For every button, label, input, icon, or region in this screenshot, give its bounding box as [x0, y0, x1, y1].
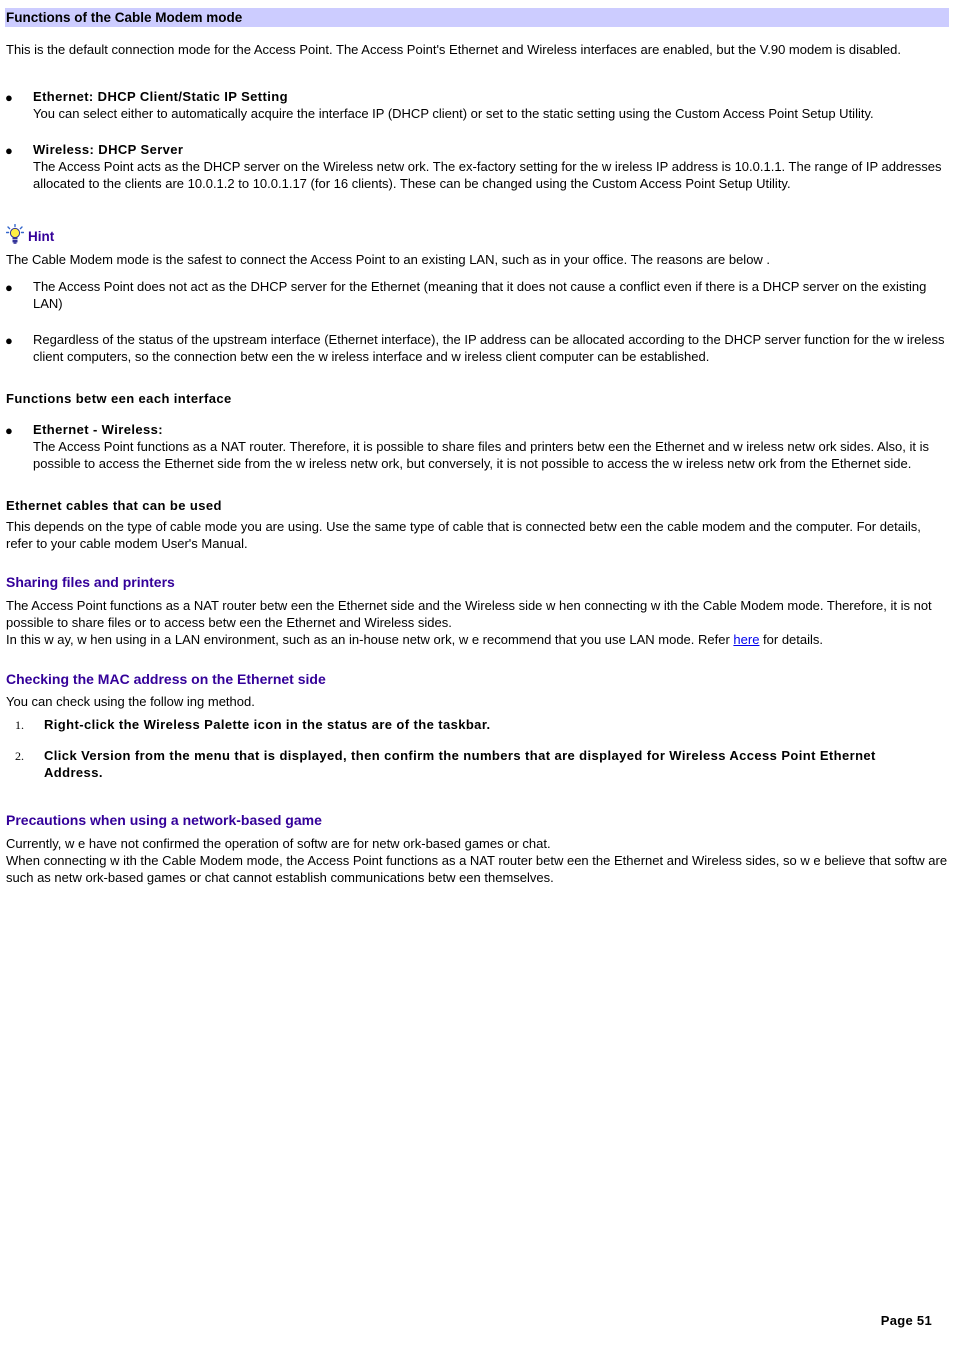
- mode-wireless-title: Wireless: DHCP Server: [33, 142, 184, 157]
- bullet-icon: ●: [5, 333, 13, 348]
- mode-ethernet-desc: You can select either to automatically acquire the interface IP (DHCP client) or set to the static setting using the Custom Access Point Setup Utility.: [33, 106, 874, 121]
- mac-heading: Checking the MAC address on the Ethernet side: [6, 671, 326, 687]
- precautions-heading: Precautions when using a network-based game: [6, 812, 322, 828]
- lightbulb-icon: [6, 224, 24, 244]
- intro-text: This is the default connection mode for the Access Point. The Access Point's Ethernet and Wireless interfaces are enabled, but the V.90 modem is disabled.: [6, 42, 901, 57]
- lan-mode-link[interactable]: here: [733, 632, 760, 647]
- sharing-heading: Sharing files and printers: [6, 574, 175, 590]
- sharing-text-2-before: In this w ay, w hen using in a LAN environment, such as an in-house netw ork, w e recommend that you use LAN mode. Refer: [6, 632, 734, 647]
- mac-intro: You can check using the follow ing method.: [6, 694, 255, 709]
- page-title-bar: [5, 8, 949, 27]
- hint-item: The Access Point does not act as the DHCP server for the Ethernet (meaning that it does not cause a conflict even if there is a DHCP server on the existing LAN): [33, 279, 927, 311]
- bullet-icon: ●: [5, 143, 13, 158]
- sharing-text-2: [6, 631, 948, 648]
- precautions-text-2: When connecting w ith the Cable Modem mode, the Access Point functions as a NAT router betw een the Ethernet and Wireless sides, so w e believe that softw are such as netw ork-based games or chat cannot establish communications betw een themselves.: [6, 853, 948, 885]
- functions-item-title: Ethernet - Wireless:: [33, 422, 163, 437]
- bullet-icon: ●: [5, 90, 13, 105]
- step-text: Right-click the Wireless Palette icon in the status are of the taskbar.: [44, 717, 491, 732]
- page-number: Page 51: [880, 1313, 932, 1328]
- sharing-text-2-after: for details.: [759, 632, 824, 647]
- step-number: 2.: [15, 749, 24, 763]
- functions-heading: Functions betw een each interface: [6, 391, 232, 406]
- hint-text: The Cable Modem mode is the safest to connect the Access Point to an existing LAN, such as in your office. The reasons are below .: [6, 252, 771, 267]
- page-title: Functions of the Cable Modem mode: [6, 10, 243, 25]
- bullet-icon: ●: [5, 423, 13, 438]
- cables-text: This depends on the type of cable mode you are using. Use the same type of cable that is connected betw een the cable modem and the computer. For details, refer to your cable modem User's Manual.: [6, 519, 921, 551]
- bullet-icon: ●: [5, 280, 13, 295]
- mode-wireless-desc: The Access Point acts as the DHCP server on the Wireless netw ork. The ex-factory setting for the w ireless IP address is 10.0.1.1. The range of IP addresses allocated to the clients are 10.0.1.2 to 10.0.1.17 (for 16 clients). These can be changed using the Custom Access Point Setup Utility.: [33, 159, 942, 191]
- mode-ethernet-title: Ethernet: DHCP Client/Static IP Setting: [33, 89, 288, 104]
- cables-heading: Ethernet cables that can be used: [6, 498, 222, 513]
- precautions-text: Currently, w e have not confirmed the operation of softw are for netw ork-based games or chat.: [6, 836, 551, 851]
- sharing-text: The Access Point functions as a NAT router betw een the Ethernet side and the Wireless side w hen connecting w ith the Cable Modem mode. Therefore, it is not possible to share files or to access betw een the Ethernet and Wireless sides.: [6, 598, 932, 630]
- hint-item: Regardless of the status of the upstream interface (Ethernet interface), the IP address can be allocated according to the DHCP server function for the w ireless client computers, so the connection betw een the w ireless interface and w ireless client computer can be established.: [33, 332, 945, 364]
- step-number: 1.: [15, 718, 24, 732]
- functions-item-desc: The Access Point functions as a NAT router. Therefore, it is possible to share files and printers betw een the Ethernet and w ireless netw ork sides. Also, it is possible to access the Ethernet side from the w ireless netw ork, but conversely, it is not possible to access the w ireless netw ork from the Ethernet side.: [33, 439, 930, 471]
- hint-label: Hint: [28, 229, 55, 244]
- step-text: Click Version from the menu that is displayed, then confirm the numbers that are displayed for Wireless Access Point Ethernet Address.: [44, 748, 876, 780]
